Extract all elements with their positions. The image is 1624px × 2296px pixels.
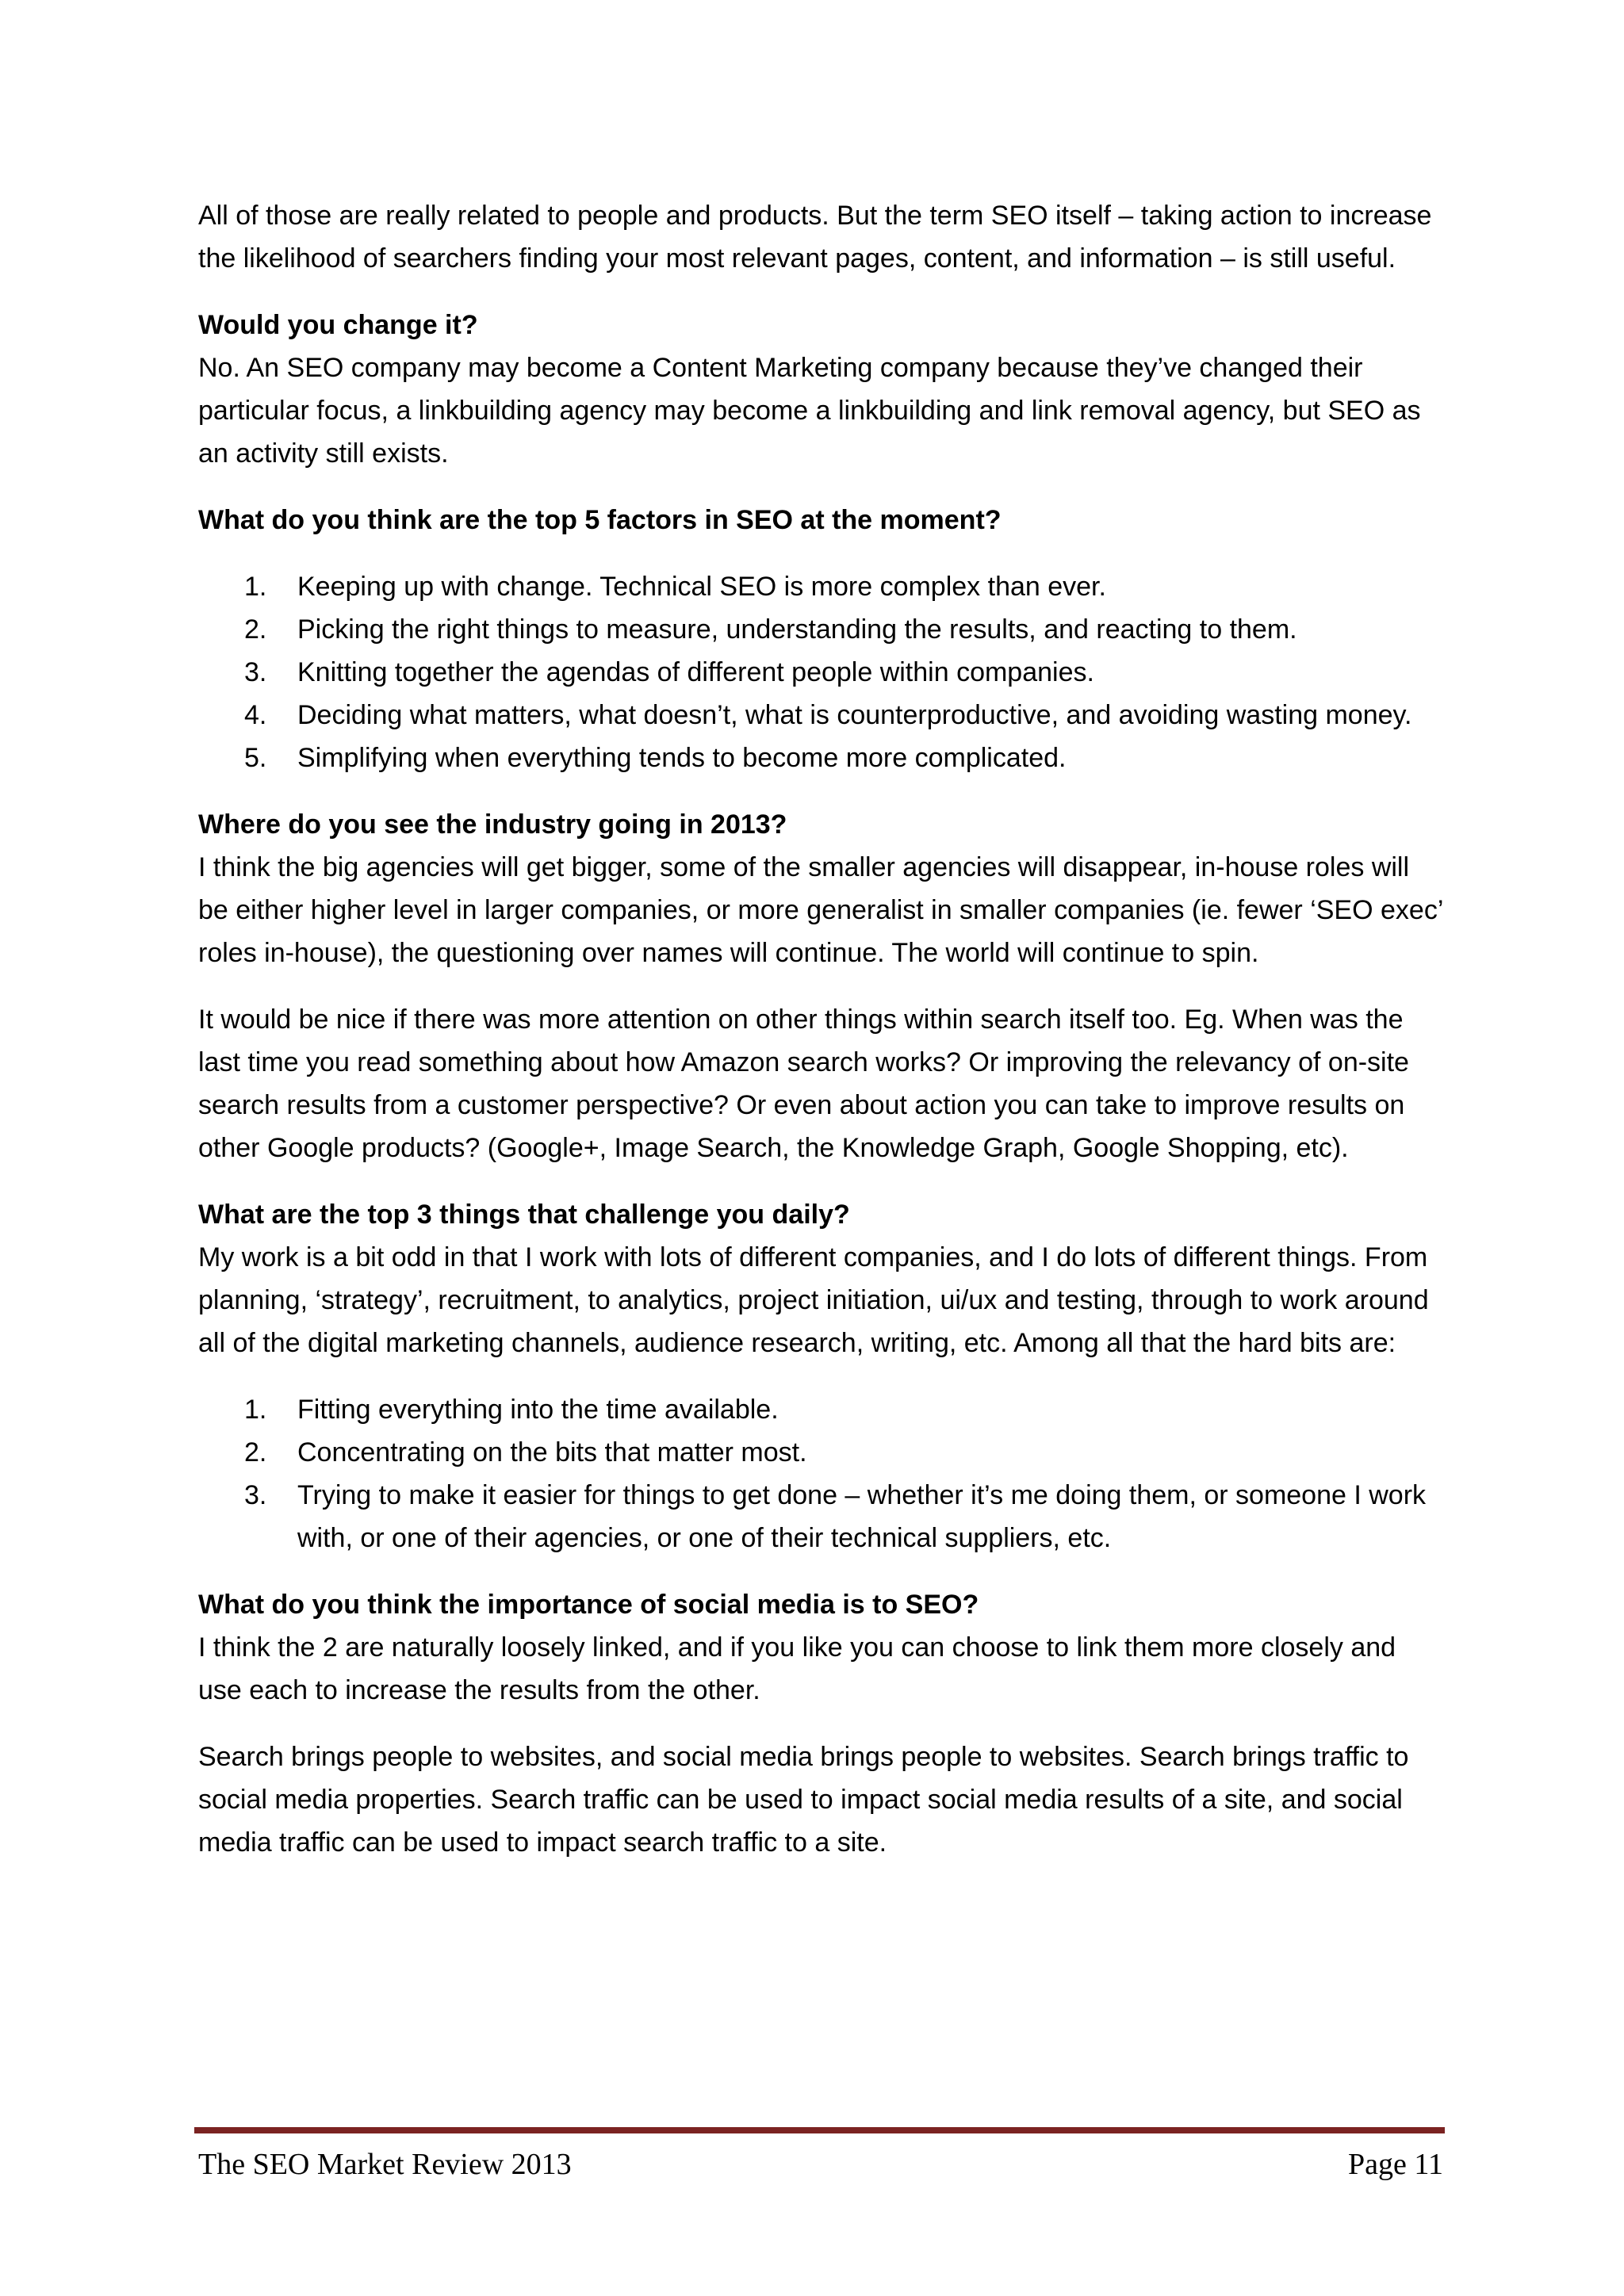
intro-paragraph: All of those are really related to people and products. But the term SEO itself – taking action to increase the likelihood of searchers finding your most relevant pages, content, and information – is still useful. (198, 201, 1432, 274)
page-footer (198, 2141, 1443, 2188)
footer-rule (194, 2127, 1445, 2133)
footer-title: The SEO Market Review 2013 (198, 2148, 572, 2181)
answer-daily-challenges: My work is a bit odd in that I work with lots of different companies, and I do lots of different things. From planning, ‘strategy’, recruitment, to analytics, project initiation, ui/ux and testing, through to work around all of the digital marketing channels, audience research, writing, etc. Among all that the hard bits are: (198, 1242, 1429, 1358)
answer-social-media: I think the 2 are naturally loosely linked, and if you like you can choose to link them more closely and use each to increase the results from the other. (198, 1632, 1396, 1705)
page-number: Page 11 (1348, 2148, 1443, 2181)
list-item: 2. Picking the right things to measure, understanding the results, and reacting to them. (244, 614, 1297, 645)
question-top-5-factors: What do you think are the top 5 factors in SEO at the moment? (198, 505, 1002, 535)
question-industry-2013: Where do you see the industry going in 2013? (198, 809, 787, 840)
daily-challenges-list (198, 1388, 1443, 1559)
answer-change-it: No. An SEO company may become a Content Marketing company because they’ve changed their particular focus, a linkbuilding agency may become a linkbuilding and link removal agency, but SEO as an activity still exists. (198, 353, 1421, 469)
list-item: 3. Knitting together the agendas of different people within companies. (244, 657, 1094, 687)
list-item: 1. Fitting everything into the time available. (244, 1395, 779, 1425)
page-body (198, 194, 1443, 1888)
list-item: 1. Keeping up with change. Technical SEO is more complex than ever. (244, 572, 1106, 602)
question-daily-challenges: What are the top 3 things that challenge you daily? (198, 1200, 850, 1230)
answer-social-media-continued: Search brings people to websites, and social media brings people to websites. Search brings traffic to social media properties. Search traffic can be used to impact social media results of a site, and social media traffic can be used to impact search traffic to a site. (198, 1742, 1409, 1858)
list-item: 3. Trying to make it easier for things to get done – whether it’s me doing them, or someone I work with, or one of their agencies, or one of their technical suppliers, etc. (244, 1480, 1427, 1553)
list-item: 4. Deciding what matters, what doesn’t, what is counterproductive, and avoiding wasting money. (244, 700, 1412, 730)
answer-industry-2013-continued: It would be nice if there was more attention on other things within search itself too. Eg. When was the last time you read something about how Amazon search works? Or improving the relevancy of on-site search results from a customer perspective? Or even about action you can take to improve results on other Google products? (Google+, Image Search, the Knowledge Graph, Google Shopping, etc). (198, 1004, 1409, 1163)
list-item: 5. Simplifying when everything tends to become more complicated. (244, 743, 1067, 773)
list-item: 2. Concentrating on the bits that matter most. (244, 1437, 807, 1468)
answer-industry-2013: I think the big agencies will get bigger, some of the smaller agencies will disappear, in-house roles will be either higher level in larger companies, or more generalist in smaller companies (ie. fewer ‘SEO exec’ roles in-house), the questioning over names will continue. The world will continue to spin. (198, 852, 1443, 968)
question-social-media: What do you think the importance of social media is to SEO? (198, 1590, 979, 1620)
top-5-factors-list (198, 565, 1443, 779)
question-change-it: Would you change it? (198, 310, 478, 340)
